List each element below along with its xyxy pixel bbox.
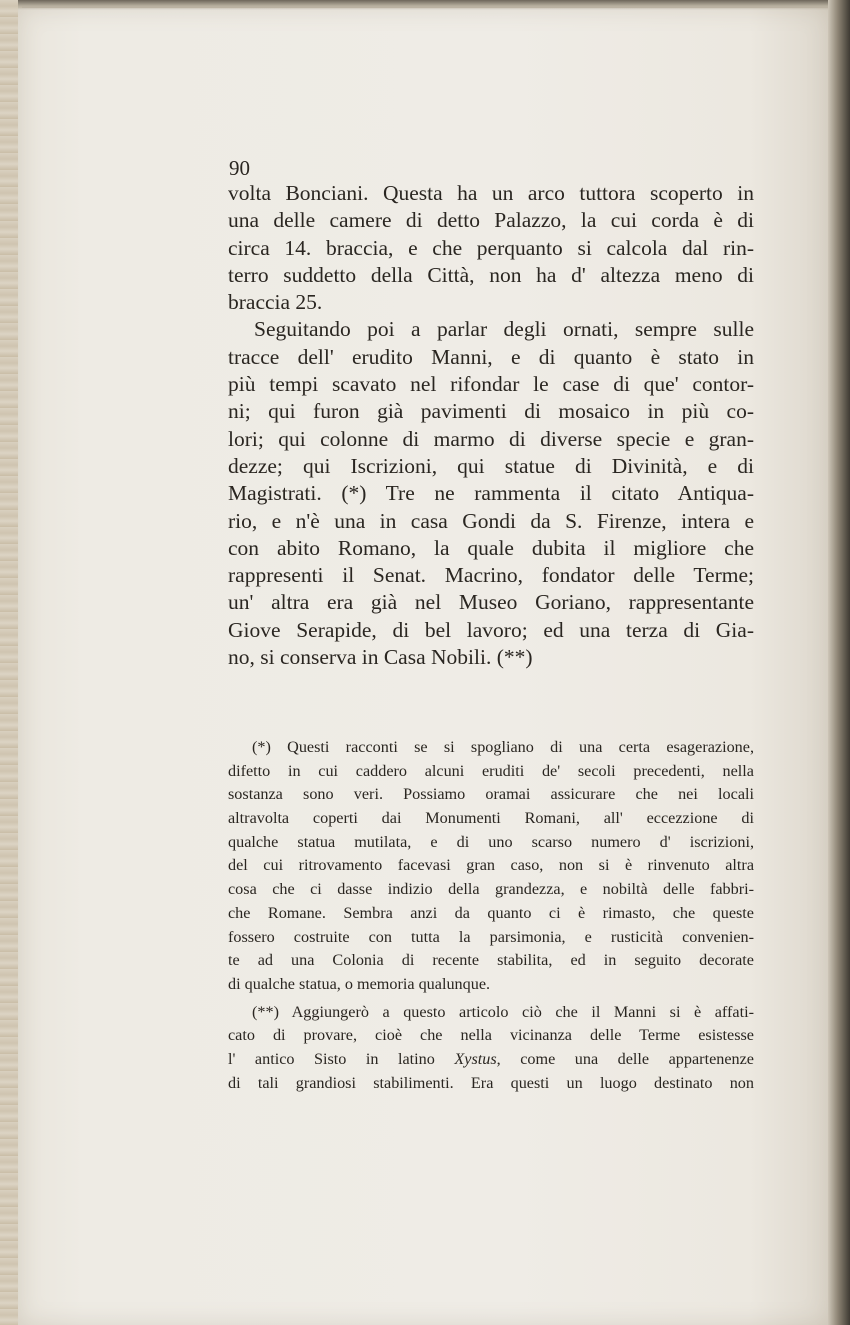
footnote-text: , come una delle appartenenze bbox=[496, 1049, 754, 1068]
body-text bbox=[228, 180, 754, 671]
footnote-line: sostanza sono veri. Possiamo oramai assicurare che nei locali bbox=[228, 785, 754, 804]
footnote-line: di qualche statua, o memoria qualunque. bbox=[228, 974, 491, 993]
footnote-line: altravolta coperti dai Monumenti Romani, all' eccezzione di bbox=[228, 809, 754, 828]
footnote-line: che Romane. Sembra anzi da quanto ci è rimasto, che queste bbox=[228, 903, 754, 922]
footnote-line: (*) Questi racconti se si spogliano di una certa esagerazione, bbox=[252, 738, 754, 756]
body-line: Magistrati. (*) Tre ne rammenta il citato Antiqua- bbox=[228, 481, 754, 506]
body-line: terro suddetto della Città, non ha d' altezza meno di bbox=[228, 262, 754, 287]
page-number: 90 bbox=[229, 156, 250, 180]
footnote-line: cato di provare, cioè che nella vicinanza delle Terme esistesse bbox=[228, 1026, 754, 1045]
footnote-line: fossero costruite con tutta la parsimonia, e rusticità convenien- bbox=[228, 927, 754, 946]
footnote-line bbox=[228, 1048, 754, 1072]
footnote-line: del cui ritrovamento facevasi gran caso, non si è rinvenuto altra bbox=[228, 856, 754, 875]
body-line: braccia 25. bbox=[228, 290, 323, 315]
footnote-line: di tali grandiosi stabilimenti. Era questi un luogo destinato non bbox=[228, 1073, 754, 1092]
body-line: dezze; qui Iscrizioni, qui statue di Divinità, e di bbox=[228, 453, 754, 478]
body-line: un' altra era già nel Museo Goriano, rappresentante bbox=[228, 590, 754, 615]
body-line: lori; qui colonne di marmo di diverse specie e gran- bbox=[228, 426, 754, 451]
footnotes bbox=[228, 736, 754, 1095]
body-line: rappresenti il Senat. Macrino, fondator delle Terme; bbox=[228, 563, 754, 588]
body-line: con abito Romano, la quale dubita il migliore che bbox=[228, 535, 754, 560]
page-top-shadow bbox=[18, 0, 838, 10]
page-right-edge bbox=[828, 0, 850, 1325]
footnote-line: difetto in cui caddero alcuni eruditi de' secoli precedenti, nella bbox=[228, 761, 754, 780]
footnote-line: qualche statua mutilata, e di uno scarso numero d' iscrizioni, bbox=[228, 832, 754, 851]
footnote-line: te ad una Colonia di recente stabilita, ed in seguito decorate bbox=[228, 951, 754, 970]
body-line: rio, e n'è una in casa Gondi da S. Firenze, intera e bbox=[228, 508, 754, 533]
body-line: circa 14. braccia, e che perquanto si calcola dal rin- bbox=[228, 235, 754, 260]
footnote-line: (**) Aggiungerò a questo articolo ciò che il Manni si è affati- bbox=[252, 1002, 754, 1021]
body-line: Giove Serapide, di bel lavoro; ed una terza di Gia- bbox=[228, 617, 754, 642]
body-line: più tempi scavato nel rifondar le case di que' contor- bbox=[228, 372, 754, 397]
body-line: ni; qui furon già pavimenti di mosaico in più co- bbox=[228, 399, 754, 424]
footnote-italic-term: Xystus bbox=[454, 1049, 497, 1068]
footnote-text: l' antico Sisto in latino bbox=[228, 1049, 455, 1068]
body-line: una delle camere di detto Palazzo, la cui corda è di bbox=[228, 208, 754, 233]
body-line: volta Bonciani. Questa ha un arco tuttora scoperto in bbox=[228, 181, 754, 205]
body-line: tracce dell' erudito Manni, e di quanto è stato in bbox=[228, 344, 754, 369]
body-line: Seguitando poi a parlar degli ornati, sempre sulle bbox=[254, 317, 754, 342]
footnote-line: cosa che ci dasse indizio della grandezza, e nobiltà delle fabbri- bbox=[228, 880, 754, 899]
body-line: no, si conserva in Casa Nobili. (**) bbox=[228, 645, 533, 670]
